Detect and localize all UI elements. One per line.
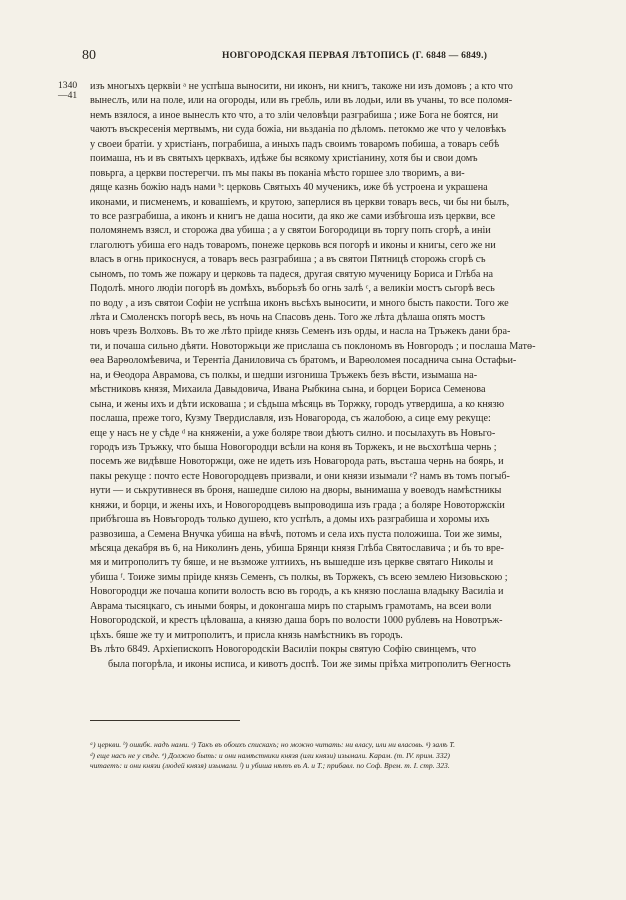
footnote-line: ᵈ) еще насъ не у сѣде. ᵉ) Должно быть: и они намѣстники князя (или князи) изымали. Карам. (т. IV. прим. 332) — [90, 750, 450, 760]
text-line: мѣсяца декабря въ 6, на Николинъ день, убиша Брянци князя Глѣба Святославича ; и бъ то вре- — [90, 543, 504, 554]
footnote-line: читаетъ: и они князи (людей князя) изымали. ᶠ) и убиша нѣтъ въ А. и Т.; прибавл. по Соф. Врем. т. I. стр. 323. — [90, 761, 450, 771]
footnote-separator — [90, 720, 240, 721]
text-line: развозиша, а Семена Внучка убиша на вѣчѣ, потомъ и села ихъ пуста положиша. Тои же зимы, — [90, 528, 502, 540]
text-line: Новогородци же почаша копити волость всю въ городъ, а къ князю послаша владыку Василiа и — [90, 586, 504, 598]
text-line: пакы рекуще : почто есте Новогородцевъ призвали, и они князи изымали ᵉ? намъ въ томъ погыб- — [90, 470, 510, 482]
text-line: поимаша, нъ и въ святыхъ церквахъ, идѣже бы всякому христiанину, хотя бы и свои домъ — [90, 153, 478, 165]
text-line: нути — и ськрутивнеся въ броня, нашедше силою на дворы, вынимаша у воеводъ намѣстникы — [90, 485, 502, 497]
text-line: послаша, преже того, Кузму Твердиславля, изъ Новагорода, съ жалобою, а сице ему рекуще: — [90, 413, 491, 425]
text-line: изъ многыхъ церквiи ᵃ не успѣша выносити, ни иконъ, ни книгъ, такоже ни изъ домовъ ; а кто что — [90, 81, 513, 92]
text-line: то все разграбиша, а иконъ и книгъ не даша носити, да яко же сами избѣгоша изъ церкви, все — [90, 210, 496, 222]
footnotes — [90, 740, 584, 772]
text-line: еще у насъ не у сѣде ᵈ на княженiи, а уже боляре твои дѣютъ силно. и посылахуть въ Новъго- — [90, 427, 496, 439]
text-line: ѳеа Варѳоломѣевича, и Терентiа Даниловича съ братомъ, и Варѳоломея посадничa сына Остафьи- — [90, 355, 517, 367]
chronicle-text — [90, 80, 584, 672]
text-line: на, и Ѳеодора Аврамова, съ полкы, и шедши изгониша Тръжекъ безъ вѣсти, изымаша на- — [90, 369, 478, 381]
text-line: иконами, и писмeнемъ, и ковашiемъ, и крутою, заперлися въ церкви товаръ весь, чи бы ни былъ, — [90, 196, 510, 208]
text-line: была погорѣла, и иконы исписа, и кивотъ доспѣ. Тои же зимы прiѣха митрополитъ Ѳегность — [108, 658, 511, 670]
text-line: власъ в огнь прикоснуся, а товаръ весь разграбиша ; а въ святои Пятницѣ сторожь сгорѣ съ — [90, 254, 486, 266]
text-line: у своеи братiи. у христiанъ, пограбиша, а иныхъ падъ своимъ товаромъ побиша, а товаръ себѣ — [90, 138, 500, 150]
footnote-line: ᵃ) церкви. ᵇ) ошибк. надъ нами. ᶜ) Такъ въ обоихъ спискахъ; но можно читать: ни власу, или ни власовь. ᵍ) залѣ Т. — [90, 740, 456, 749]
text-line: сыномъ, по томъ же пожару и церковь та падеся, другая святую мученицу Бориса и Глѣба на — [90, 268, 493, 280]
text-line: прибѣгоша въ Новъгородъ только душею, кто успѣлъ, а домы ихъ разграбиша и хоромы ихъ — [90, 514, 490, 526]
text-line: посемъ же видѣвше Новоторжци, оже не идеть изъ Новагорода рать, въсташа чернь на боярь, и — [90, 456, 504, 468]
page-header — [82, 48, 572, 64]
text-line: Въ лѣто 6849. Архiепископъ Новогородскiи Василiи покры святую Софiю свинцемъ, что — [90, 644, 477, 656]
text-line: мѣстниковъ князя, Михаила Давыдовича, Ивана Рыбкина сына, и борцеи Бориса Семенова — [90, 384, 486, 396]
text-line: новъ чрезъ Волховъ. Въ то же лѣто прiиде князь Семенъ изъ орды, и насла на Тръжекъ дани бра- — [90, 326, 511, 338]
text-line: городъ изъ Тръжку, что быша Новогородци всѣли на коня въ Торжекъ, и не вьсхотѣша чернь ; — [90, 441, 497, 453]
text-line: Аврама тысяцкаго, съ иными бояры, и доконгаша миръ по старымъ грамотамъ, на всеи воли — [90, 600, 492, 612]
text-line: поломянемъ взясл, и сторожа два убиша ; а у святои Богородици въ торгу попъ сгорѣ, а инiи — [90, 225, 491, 237]
text-line: сына, и жены ихъ и дѣти исковаша ; и сѣдьша мѣсяць въ Торжку, городъ утвердиша, а ко князю — [90, 398, 505, 410]
text-line: лѣта и Смоленскъ погорѣ весь, въ ночь на Спасовъ день. Того же лѣта дѣлаша опять мостъ — [90, 312, 485, 323]
text-line: Новогородской, и крестъ цѣловаша, а князю даша боръ по волости 1000 рублевъ на Новотръж- — [90, 615, 503, 627]
text-line: ти, и почаша сильно дѣяти. Новоторжьци же прислаша съ поклономъ въ Новгородъ ; и послаша Матѳ- — [90, 340, 536, 352]
margin-year-range: —41 — [58, 90, 78, 101]
text-line: цѣхъ. бяше же ту и митрополитъ, и присла князь намѣстникъ въ городъ. — [90, 629, 403, 641]
running-title: НОВГОРОДСКАЯ ПЕРВАЯ ЛѢТОПИСЬ (Г. 6848 — 6849.) — [222, 51, 488, 61]
text-line: немъ взялося, а иное вынеслъ кто что, а то злiи человѣци разграбиша ; иже Бога не боятся, ни — [90, 109, 499, 121]
text-line: по воду , а изъ святои Софiи не успѣша иконъ вьсѣхъ выносити, и много бысть пакости. Того же — [90, 297, 509, 309]
text-line: убиша ᶠ. Тоиже зимы прiиде князь Семенъ, съ полкы, въ Торжекъ, съ всею землею Низовьскою ; — [90, 571, 508, 583]
text-line: Подолѣ. многo людiи погорѣ въ домѣхъ, въборьзѣ бо огнь залѣ ᶜ, а великiи мостъ сьгорѣ весь — [90, 283, 495, 295]
text-line: княжи, и борци, и жены ихъ, и Новогородцевъ выпроводиша изъ града ; а боляре Новоторжскiи — [90, 499, 505, 511]
text-line: чаютъ въскресенiя мертвымъ, ни суда божiа, ни вьзданiа по дѣломъ. петокмо же что у человѣкъ — [90, 124, 507, 136]
text-line: вынеслъ, или на поле, или на огороды, или въ гребль, или въ лодьи, или въ учаны, то все поломя- — [90, 95, 513, 107]
page-number: 80 — [82, 48, 96, 63]
margin-year: 1340 — [58, 80, 78, 91]
text-line: повьрга, а церкви постерегчи. пъ мы пакы въ поканiа мѣсто горшее зло творимъ, а ви- — [90, 167, 465, 179]
text-line: дяще казнь божiю надъ нами ᵇ: церковь Святыхъ 40 мученикъ, иже бѣ устроена и украшена — [90, 182, 488, 194]
text-line: мя и митрополитъ ту бяше, и не възможе ултиихъ, нъ вышедше изъ церкве святаго Николы и — [90, 557, 494, 569]
text-line: глаголютъ убиша его надъ товаромъ, понеже церковь вся погорѣ и иконы и книгы, сего же ни — [90, 239, 496, 251]
